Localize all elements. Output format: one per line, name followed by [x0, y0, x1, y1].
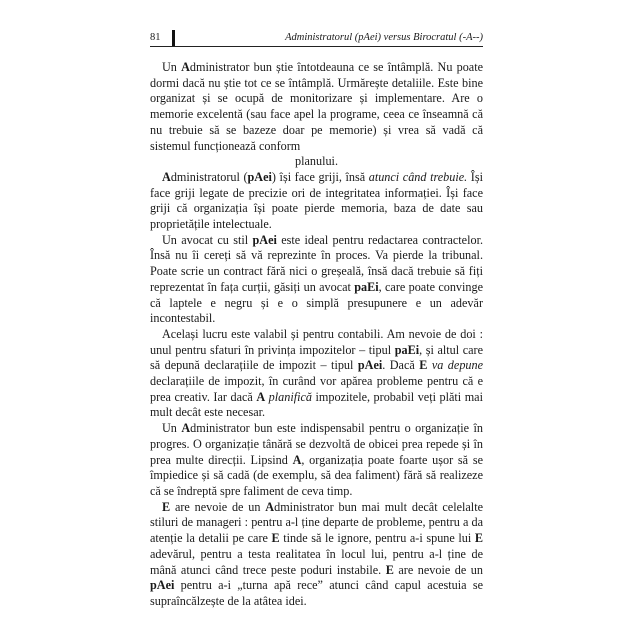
italic-run: planifică [265, 389, 313, 404]
text-run: Un [162, 421, 182, 436]
running-title: Administratorul (pAei) versus Birocratul (-A--) [285, 32, 483, 43]
text-run: adevărul, pentru a testa realitatea în locul lui, pentru a-l ține de mână atunci când trece peste poduri instabile. [150, 546, 483, 577]
paragraph-6 [150, 500, 483, 610]
text-run: Un [162, 60, 182, 74]
text-run: tinde să le ignore, pentru a-i spune lui [279, 531, 475, 546]
body-text [150, 60, 483, 610]
text-run: impozitele, probabil veți plăti mai mult decât este necesar. [150, 389, 483, 420]
text-run: declarațiile de impozit, în curând vor apărea probleme pentru că e prea creativ. Iar dacă [150, 374, 483, 404]
text-run: Un avocat cu stil [162, 232, 253, 247]
bold-run: A [162, 169, 171, 184]
text-run: are nevoie de un [170, 499, 266, 514]
bold-run: A [292, 452, 302, 467]
bold-run: E [474, 531, 483, 546]
paragraph-4 [150, 327, 483, 421]
text-run: pentru a-i „turna apă rece” atunci când capul acestuia se supraîncălzește de la atâtea idei. [150, 578, 483, 608]
text-run: , care poate convinge că laptele e negru și e o simplă presupunere e un adevăr incontestabil. [150, 279, 483, 326]
text-run: are nevoie de un [393, 562, 483, 577]
bold-run: paEi [394, 342, 420, 357]
text-run: , organizația poate foarte ușor să se împiedice și să cadă (de exemplu, să dea faliment) fără să realizeze că se îndreptă spre faliment de ceva timp. [150, 452, 483, 498]
text-run: este ideal pentru redactarea contractelor. Însă nu îi cereți să vă reprezinte în proces. Va pierde la tribunal. Poate scrie un contract fără nici o greșeală, însă dacă trebuie să fiți reprezentat în fața curții, găsiți un avocat [150, 232, 483, 294]
text-run: Își face griji legate de precizie ori de integritatea informației. Își face griji că organizația își poate pierde memoria, baza de date sau proprietățile intelectuale. [150, 169, 483, 232]
bold-run: A [256, 389, 266, 404]
text-run: dministrator bun mai mult decât celelalte stiluri de manageri : pentru a-l ține departe de probleme, pentru a da atenție la detalii pe care [150, 499, 483, 546]
paragraph-5 [150, 421, 483, 500]
paragraph-1-continuation [150, 154, 483, 170]
bold-run: E [419, 358, 428, 373]
text-run: dministratorul ( [170, 169, 248, 184]
bold-run: A [265, 499, 275, 514]
bold-run: E [271, 531, 280, 546]
header-rule [150, 46, 483, 47]
text-run: ) își face griji, însă [271, 169, 369, 184]
bold-run: E [385, 562, 394, 577]
page-number: 81 [150, 32, 161, 43]
text-run: dministrator bun este indispensabil pentru o organizație în progres. O organizație tânără se dezvoltă de obicei prea repede și în prea multe direcții. Lipsind [150, 421, 483, 467]
bold-run: pAei [150, 578, 175, 593]
italic-run: va depune [427, 358, 484, 373]
header-divider-bar [172, 30, 175, 46]
text-run: Același lucru este valabil și pentru contabili. Am nevoie de doi : unul pentru sfaturi în privința impozitelor – tipul [150, 326, 483, 357]
italic-run: atunci când trebuie. [368, 169, 468, 184]
text-run: dministrator bun știe întotdeauna ce se întâmplă. Nu poate dormi dacă nu știe tot ce se întâmplă. Urmărește detaliile. Este bine organizat și se ocupă de monitorizare și implementare. Are o memorie excelentă (sau face apel la programe, ceea ce înseamnă că nu trebuie să se bazeze doar pe memorie) și vrea să vadă că sistemul funcționează conform [150, 60, 483, 153]
paragraph-1 [150, 60, 483, 154]
bold-run: pAei [247, 169, 272, 184]
page-header [150, 30, 483, 46]
bold-run: pAei [252, 232, 277, 247]
text-run: . Dacă [382, 358, 420, 373]
bold-run: paEi [354, 279, 379, 294]
text-run: planului. [295, 154, 338, 169]
paragraph-3 [150, 233, 483, 327]
bold-run: A [181, 60, 190, 74]
paragraph-2 [150, 170, 483, 233]
text-run: , și altul care să depună declarațiile de impozit – tipul [150, 342, 483, 373]
bold-run: E [162, 499, 171, 514]
bold-run: A [181, 421, 191, 436]
bold-run: pAei [357, 358, 383, 373]
